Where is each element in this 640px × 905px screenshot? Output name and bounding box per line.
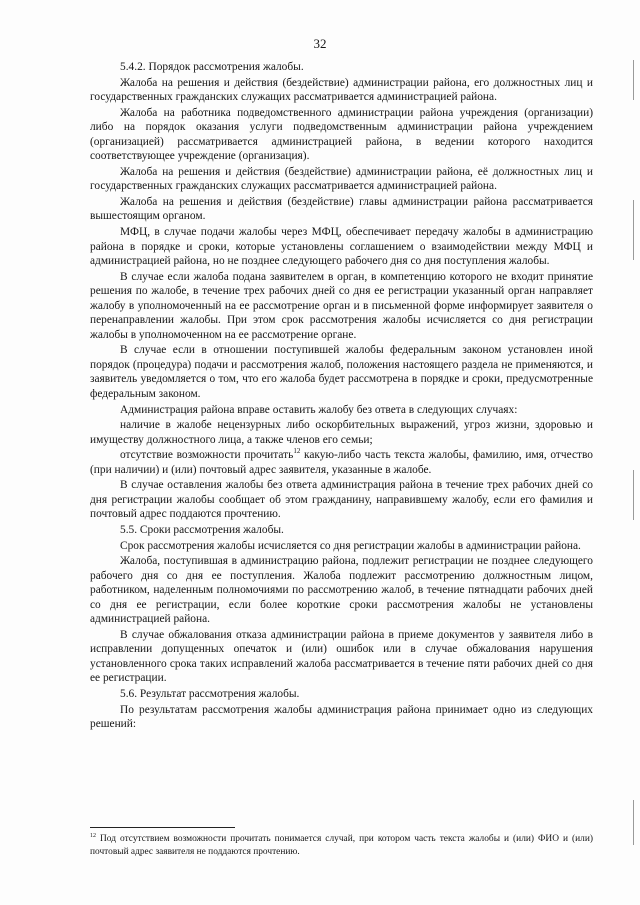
paragraph: Администрация района вправе оставить жалобу без ответа в следующих случаях: [120,403,518,416]
document-body [90,60,593,733]
footnote-text: Под отсутствием возможности прочитать понимается случай, при котором часть текста жалобы и (или) ФИО и (или) почтовый адрес заявителя не поддаются прочтению. [90,834,593,857]
scan-edge-mark [633,200,634,260]
paragraph: В случае если в отношении поступившей жалобы федеральным законом установлен иной порядок (процедура) подачи и рассмотрения жалоб, положения настоящего раздела не применяются, и заявитель уведомляется о том, что его жалоба будет рассмотрена в порядке и сроки, предусмотренные федеральным законом. [90,344,593,401]
paragraph: Жалоба на работника подведомственного администрации района учреждения (организации) либо на порядок оказания услуги подведомственным администрации района учреждением (организацией) рассматривается администрацией района, в ведении которого находится соответствующее учреждение (организация). [90,106,593,163]
paragraph: наличие в жалобе нецензурных либо оскорбительных выражений, угроз жизни, здоровью и имуществу должностного лица, а также членов его семьи; [90,419,593,446]
footnote-number: 12 [90,832,96,839]
paragraph: Жалоба на решения и действия (бездействие) главы администрации района рассматривается вышестоящим органом. [90,195,593,223]
paragraph: Жалоба на решения и действия (бездействие) администрации района, его должностных лиц и государственных гражданских служащих рассматривается администрацией района. [90,76,593,104]
paragraph: В случае если жалоба подана заявителем в орган, в компетенцию которого не входит принятие решения по жалобе, в течение трех рабочих дней со дня ее регистрации указанный орган направляет жалобу в уполномоченный на ее рассмотрение орган и в письменной форме информирует заявителя о перенаправлении жалобы. При этом срок рассмотрения жалобы исчисляется со дня регистрации жалобы в уполномоченном на ее рассмотрение органе. [90,270,593,341]
section-heading: 5.6. Результат рассмотрения жалобы. [120,687,300,700]
page-number: 32 [313,36,327,51]
footnote-reference[interactable]: 12 [293,447,301,456]
paragraph: В случае обжалования отказа администрации района в приеме документов у заявителя либо в исправлении допущенных опечаток и (или) ошибок или в случае обжалования нарушения установленного срока таких исправлений жалоба рассматривается в течение пяти рабочих дней со дня ее регистрации. [90,628,593,685]
paragraph: По результатам рассмотрения жалобы администрация района принимает одно из следующих решений: [90,703,593,731]
paragraph: 5.4.2. Порядок рассмотрения жалобы. [120,61,304,73]
section-heading: 5.5. Сроки рассмотрения жалобы. [120,523,284,536]
scan-edge-mark [633,60,634,100]
paragraph-text: какую-либо часть текста жалобы, фамилию, имя, отчество (при наличии) и (или) почтовый адрес заявителя, указанные в жалобе. [90,449,594,476]
paragraph: Срок рассмотрения жалобы исчисляется со дня регистрации жалобы в администрации района. [120,539,581,552]
scan-edge-mark [633,470,634,520]
paragraph-text: отсутствие возможности прочитать [120,449,294,462]
scan-edge-mark [633,800,634,845]
paragraph-with-footnote [90,448,593,477]
paragraph: Жалоба, поступившая в администрацию района, подлежит регистрации не позднее следующего рабочего дня со дня ее поступления. Жалоба подлежит рассмотрению должностным лицом, работником, наделенным полномочиями по рассмотрению жалоб, в течение пятнадцати рабочих дней со дня ее регистрации, если более короткие сроки рассмотрения жалобы не установлены администрацией района. [90,555,593,626]
footnote [90,833,593,859]
footnote-separator [90,827,235,828]
paragraph: Жалоба на решения и действия (бездействие) администрации района, её должностных лиц и государственных гражданских служащих рассматривается администрацией района. [90,165,593,193]
paragraph: МФЦ, в случае подачи жалобы через МФЦ, обеспечивает передачу жалобы в администрацию района в порядке и сроки, которые установлены соглашением о взаимодействии между МФЦ и администрацией района, но не позднее следующего рабочего дня со дня поступления жалобы. [90,226,593,268]
paragraph: В случае оставления жалобы без ответа администрация района в течение трех рабочих дней со дня регистрации жалобы сообщает об этом гражданину, направившему жалобу, если его фамилия и почтовый адрес поддаются прочтению. [90,479,593,521]
